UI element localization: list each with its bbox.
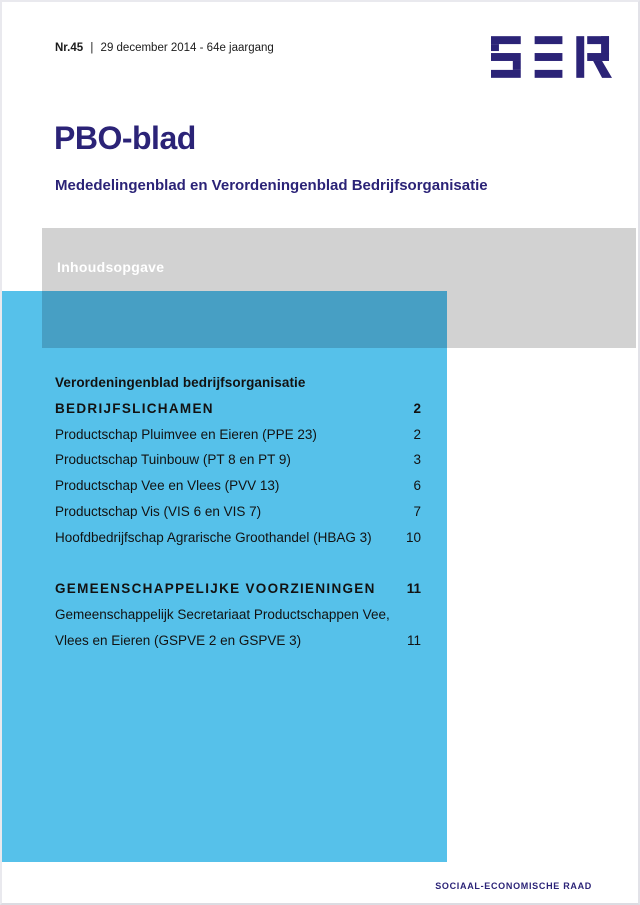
toc-entry[interactable] — [55, 477, 421, 503]
table-of-contents — [55, 374, 421, 658]
ser-logo — [491, 36, 612, 83]
issue-separator: | — [90, 42, 94, 54]
toc-entry-label: Productschap Pluimvee en Eieren (PPE 23) — [55, 426, 317, 442]
toc-entry[interactable] — [55, 503, 421, 529]
issue-date-line: 29 december 2014 - 64e jaargang — [100, 42, 274, 54]
issue-number: Nr.45 — [55, 42, 84, 54]
toc-entry[interactable] — [55, 529, 421, 555]
toc-entry-label: Hoofdbedrijfschap Agrarische Groothandel (HBAG 3) — [55, 529, 372, 545]
toc-entry-label: Productschap Vis (VIS 6 en VIS 7) — [55, 503, 262, 519]
toc-entry-label: Vlees en Eieren (GSPVE 2 en GSPVE 3) — [55, 632, 302, 648]
toc-entry[interactable] — [55, 451, 421, 477]
toc-entry[interactable] — [55, 400, 421, 426]
issue-meta-line — [55, 42, 274, 54]
toc-entry[interactable] — [55, 580, 421, 606]
toc-entry[interactable] — [55, 426, 421, 452]
toc-entry-page: 11 — [406, 581, 421, 597]
ser-logo-icon — [491, 36, 612, 78]
toc-section-title — [55, 374, 421, 400]
toc-entry-page: 10 — [405, 529, 421, 545]
toc-entry-page: 11 — [406, 632, 421, 648]
toc-entry-page: 2 — [413, 426, 421, 442]
toc-section-title-label: Verordeningenblad bedrijfsorganisatie — [55, 375, 306, 390]
toc-entry-label: GEMEENSCHAPPELIJKE VOORZIENINGEN — [55, 581, 376, 597]
toc-entry-page: 7 — [413, 503, 421, 519]
footer-brand-label: SOCIAAL-ECONOMISCHE RAAD — [435, 881, 592, 891]
toc-entry-label: Productschap Vee en Vlees (PVV 13) — [55, 478, 280, 494]
page-title: PBO-blad — [54, 120, 196, 156]
toc-spacer — [55, 555, 421, 581]
toc-entry-page: 2 — [413, 400, 421, 416]
toc-entry[interactable] — [55, 606, 421, 632]
band-overlap-region — [42, 291, 447, 348]
toc-entry-label: Productschap Tuinbouw (PT 8 en PT 9) — [55, 452, 291, 468]
toc-entry-page: 6 — [413, 478, 421, 494]
toc-entry-label: Gemeenschappelijk Secretariaat Productschappen Vee, — [55, 607, 390, 623]
toc-entry[interactable] — [55, 632, 421, 658]
contents-header-label: Inhoudsopgave — [57, 259, 165, 275]
toc-entry-label: BEDRIJFSLICHAMEN — [55, 400, 214, 416]
page-subtitle: Mededelingenblad en Verordeningenblad Bedrijfsorganisatie — [55, 177, 488, 194]
toc-entry-page: 3 — [413, 452, 421, 468]
